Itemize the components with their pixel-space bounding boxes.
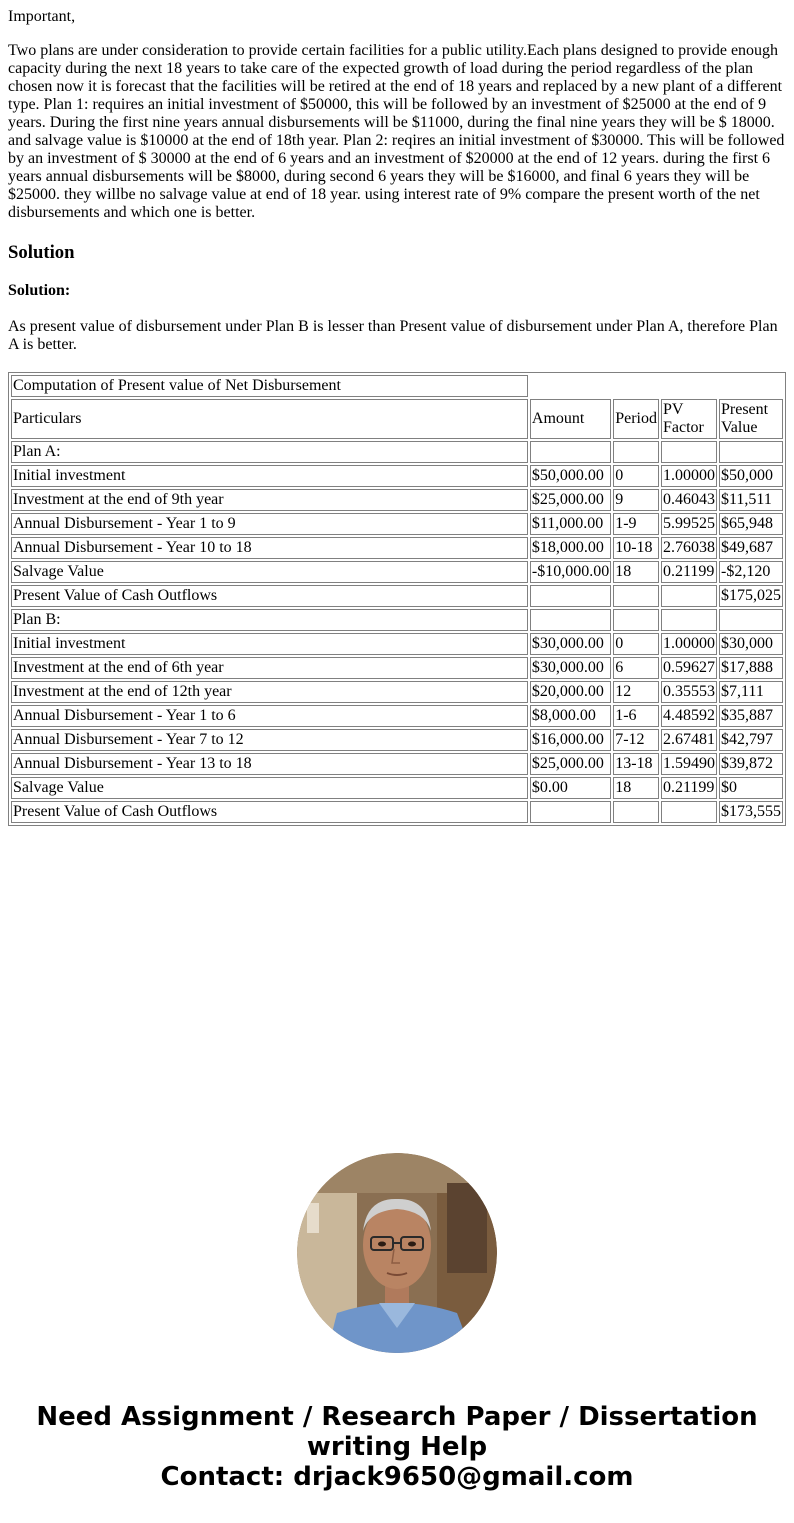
table-row — [11, 777, 783, 799]
total-label: Present Value of Cash Outflows — [11, 585, 528, 607]
cell-present-value: $0 — [719, 777, 783, 799]
table-header-row — [11, 399, 783, 439]
cell-period: 7-12 — [613, 729, 659, 751]
header-pv-factor: PV Factor — [661, 399, 717, 439]
cell-pv-factor: 0.21199 — [661, 777, 717, 799]
promo-line-1: Need Assignment / Research Paper / Dissertation — [36, 1402, 758, 1432]
table-row — [11, 513, 783, 535]
cell-period: 18 — [613, 561, 659, 583]
cell-present-value: $50,000 — [719, 465, 783, 487]
cell-pv-factor: 0.46043 — [661, 489, 717, 511]
cell-present-value: $35,887 — [719, 705, 783, 727]
plan-label: Plan B: — [11, 609, 528, 631]
table-row — [11, 681, 783, 703]
empty-cell — [613, 441, 659, 463]
empty-cell — [661, 585, 717, 607]
total-present-value: $175,025 — [719, 585, 783, 607]
greeting-text: Important, — [8, 8, 76, 25]
cell-period: 12 — [613, 681, 659, 703]
cell-period: 1-9 — [613, 513, 659, 535]
promo-line-3: Contact: drjack9650@gmail.com — [160, 1462, 634, 1492]
promo-line-2: writing Help — [306, 1432, 488, 1462]
plan-label-row — [11, 441, 783, 463]
cell-amount: $30,000.00 — [530, 657, 611, 679]
empty-cell — [530, 609, 611, 631]
solution-subheading: Solution: — [8, 282, 71, 299]
empty-cell — [613, 801, 659, 823]
cell-period: 13-18 — [613, 753, 659, 775]
cell-pv-factor: 4.48592 — [661, 705, 717, 727]
cell-pv-factor: 0.35553 — [661, 681, 717, 703]
cell-period: 10-18 — [613, 537, 659, 559]
empty-cell — [613, 585, 659, 607]
cell-present-value: $65,948 — [719, 513, 783, 535]
cell-particulars: Initial investment — [11, 465, 528, 487]
cell-pv-factor: 1.00000 — [661, 465, 717, 487]
plan-label: Plan A: — [11, 441, 528, 463]
cell-particulars: Annual Disbursement - Year 1 to 6 — [11, 705, 528, 727]
cell-particulars: Salvage Value — [11, 561, 528, 583]
table-row — [11, 657, 783, 679]
total-label: Present Value of Cash Outflows — [11, 801, 528, 823]
cell-present-value: $17,888 — [719, 657, 783, 679]
table-row — [11, 705, 783, 727]
cell-particulars: Investment at the end of 6th year — [11, 657, 528, 679]
cell-amount: -$10,000.00 — [530, 561, 611, 583]
question-text: Two plans are under consideration to provide certain facilities for a public utility.Each plans designed to provide enough capacity during the next 18 years to take care of the expected growth of load during the period regardless of the plan chosen now it is forecast that the facilities will be retired at the end of 18 years and replaced by a new plant of a different type. Plan 1: requires an initial investment of $50000, this will be followed by an investment of $25000 at the end of 9 years. During the first nine years annual disbursements will be $11000, during the final nine years they will be $ 18000. and salvage value is $10000 at the end of 18th year. Plan 2: reqires an initial investment of $30000. This will be followed by an investment of $ 30000 at the end of 6 years and an investment of $20000 at the end of 12 years. during the first 6 years annual disbursements will be $8000, during second 6 years they will be $16000, and final 6 years they will be $25000. they willbe no salvage value at end of 18 year. using interest rate of 9% compare the present worth of the net disbursements and which one is better. — [8, 42, 785, 221]
cell-period: 1-6 — [613, 705, 659, 727]
cell-period: 6 — [613, 657, 659, 679]
total-row — [11, 801, 783, 823]
cell-present-value: $42,797 — [719, 729, 783, 751]
cell-period: 0 — [613, 465, 659, 487]
author-photo-illustration — [297, 1153, 497, 1353]
cell-amount: $0.00 — [530, 777, 611, 799]
cell-particulars: Annual Disbursement - Year 13 to 18 — [11, 753, 528, 775]
cell-present-value: -$2,120 — [719, 561, 783, 583]
cell-particulars: Investment at the end of 12th year — [11, 681, 528, 703]
cell-amount: $8,000.00 — [530, 705, 611, 727]
cell-amount: $16,000.00 — [530, 729, 611, 751]
cell-pv-factor: 5.99525 — [661, 513, 717, 535]
cell-particulars: Annual Disbursement - Year 1 to 9 — [11, 513, 528, 535]
cell-amount: $25,000.00 — [530, 753, 611, 775]
cell-amount: $18,000.00 — [530, 537, 611, 559]
plan-label-row — [11, 609, 783, 631]
cell-present-value: $11,511 — [719, 489, 783, 511]
table-row — [11, 729, 783, 751]
cell-particulars: Annual Disbursement - Year 7 to 12 — [11, 729, 528, 751]
header-period: Period — [613, 399, 659, 439]
table-row — [11, 561, 783, 583]
cell-pv-factor: 1.59490 — [661, 753, 717, 775]
cell-present-value: $30,000 — [719, 633, 783, 655]
cell-pv-factor: 2.67481 — [661, 729, 717, 751]
empty-cell — [719, 441, 783, 463]
cell-present-value: $39,872 — [719, 753, 783, 775]
cell-pv-factor: 0.59627 — [661, 657, 717, 679]
table-title: Computation of Present value of Net Disbursement — [11, 375, 528, 397]
table-row — [11, 489, 783, 511]
empty-cell — [719, 609, 783, 631]
empty-cell — [530, 801, 611, 823]
total-present-value: $173,555 — [719, 801, 783, 823]
cell-amount: $20,000.00 — [530, 681, 611, 703]
present-value-table — [8, 372, 786, 826]
cell-particulars: Initial investment — [11, 633, 528, 655]
cell-period: 9 — [613, 489, 659, 511]
cell-pv-factor: 2.76038 — [661, 537, 717, 559]
author-avatar — [297, 1153, 497, 1353]
empty-cell — [613, 609, 659, 631]
cell-amount: $50,000.00 — [530, 465, 611, 487]
cell-particulars: Investment at the end of 9th year — [11, 489, 528, 511]
solution-conclusion: As present value of disbursement under Plan B is lesser than Present value of disbursement under Plan A, therefore Plan A is better. — [8, 318, 778, 353]
empty-cell — [661, 441, 717, 463]
promo-banner — [0, 1402, 794, 1492]
cell-amount: $25,000.00 — [530, 489, 611, 511]
cell-amount: $11,000.00 — [530, 513, 611, 535]
empty-cell — [661, 801, 717, 823]
cell-present-value: $49,687 — [719, 537, 783, 559]
table-row — [11, 465, 783, 487]
table-row — [11, 753, 783, 775]
cell-present-value: $7,111 — [719, 681, 783, 703]
empty-cell — [530, 585, 611, 607]
cell-pv-factor: 0.21199 — [661, 561, 717, 583]
cell-particulars: Salvage Value — [11, 777, 528, 799]
cell-period: 0 — [613, 633, 659, 655]
total-row — [11, 585, 783, 607]
table-title-row — [11, 375, 783, 397]
document-body — [8, 8, 786, 826]
solution-heading: Solution — [8, 242, 75, 263]
table-row — [11, 537, 783, 559]
header-amount: Amount — [530, 399, 611, 439]
empty-cell — [661, 609, 717, 631]
empty-cell — [530, 441, 611, 463]
header-particulars: Particulars — [11, 399, 528, 439]
cell-period: 18 — [613, 777, 659, 799]
header-present-value: Present Value — [719, 399, 783, 439]
cell-amount: $30,000.00 — [530, 633, 611, 655]
table-row — [11, 633, 783, 655]
cell-pv-factor: 1.00000 — [661, 633, 717, 655]
cell-particulars: Annual Disbursement - Year 10 to 18 — [11, 537, 528, 559]
